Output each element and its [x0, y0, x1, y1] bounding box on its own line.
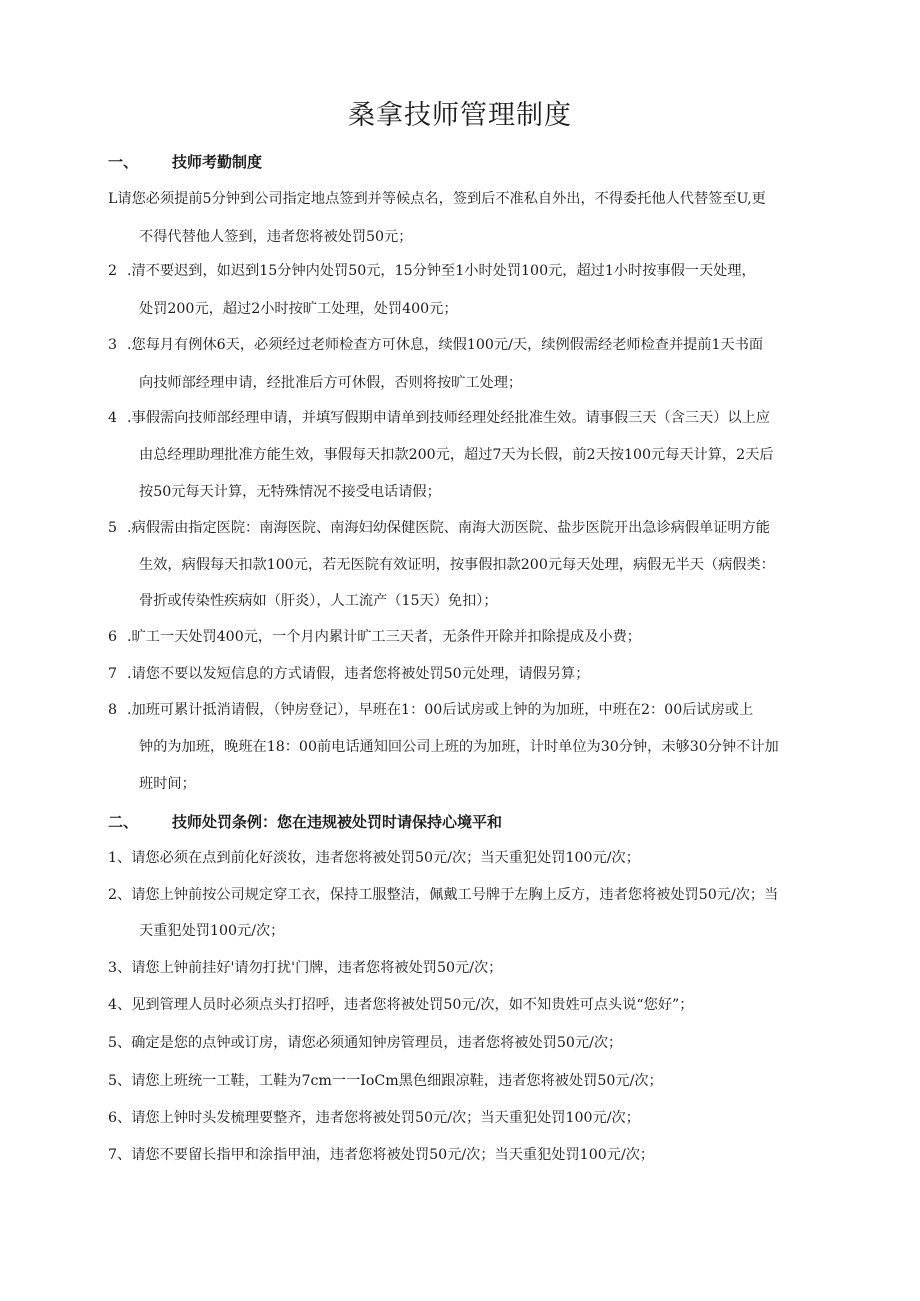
penalty-line: 1、请您必须在点到前化好淡妆，违者您将被处罚50元/次；当天重犯处罚100元/次；: [108, 850, 640, 866]
penalty-line: 7、请您不要留长指甲和涂指甲油，违者您将被处罚50元/次；当天重犯处罚100元/次；: [108, 1147, 655, 1163]
rule-line: 钟的为加班，晚班在18：00前电话通知回公司上班的为加班，计时单位为30分钟，未够30分钟不计加: [139, 739, 779, 755]
document-title: 桑拿技师管理制度: [348, 100, 572, 131]
rule-number: 5: [108, 520, 118, 536]
penalty-line: 6、请您上钟时头发梳理要整齐，违者您将被处罚50元/次；当天重犯处罚100元/次；: [108, 1110, 640, 1126]
rule-line: .清不要迟到，如迟到15分钟内处罚50元，15分钟至1小时处罚100元，超过1小时按事假一天处理，: [127, 263, 756, 279]
penalty-line: 5、请您上班统一工鞋，工鞋为7cm一一IoCm黑色细跟凉鞋，违者您将被处罚50元/次；: [108, 1073, 663, 1089]
penalty-line: 4、见到管理人员时必须点头打招呼，违者您将被处罚50元/次，如不知贵姓可点头说“您好”；: [108, 997, 694, 1013]
section-title: 技师处罚条例：您在违规被处罚时请保持心境平和: [172, 812, 503, 831]
rule-line: .病假需由指定医院：南海医院、南海妇幼保健医院、南海大沥医院、盐步医院开出急诊病假单证明方能: [127, 520, 770, 536]
rule-line: .请您不要以发短信息的方式请假，违者您将被处罚50元处理，请假另算；: [127, 666, 590, 682]
rule-line: 向技师部经理申请，经批准后方可休假，否则将按旷工处理；: [139, 375, 523, 391]
rule-line: 班时间；: [139, 776, 196, 792]
rule-line: .事假需向技师部经理申请，并填写假期申请单到技师经理处经批准生效。请事假三天（含三天）以上应: [127, 410, 770, 426]
rule-line: 按50元每天计算，无特殊情况不接受电话请假；: [139, 484, 441, 500]
rule-line: 处罚200元，超过2小时按旷工处理，处罚400元；: [139, 301, 458, 317]
rule-number: 7: [108, 666, 118, 682]
rule-line: 不得代替他人签到，违者您将被处罚50元；: [139, 229, 413, 245]
rule-number: 8: [108, 702, 118, 718]
section-title: 技师考勤制度: [172, 152, 263, 171]
rule-number: 3: [108, 337, 118, 353]
rule-line: 由总经理助理批准方能生效，事假每天扣款200元，超过7天为长假，前2天按100元每天计算，2天后: [139, 447, 774, 463]
rule-line: 骨折或传染性疾病如（肝炎），人工流产（15天）免扣）；: [139, 593, 498, 609]
rule-line: .加班可累计抵消请假，（钟房登记），早班在1：00后试房或上钟的为加班，中班在2：00后试房或上: [127, 702, 754, 718]
penalty-line: 2、请您上钟前按公司规定穿工衣，保持工服整洁，佩戴工号牌于左胸上反方，违者您将被处罚50元/次；当: [108, 887, 779, 903]
penalty-line: 3、请您上钟前挂好'请勿打扰'门牌，违者您将被处罚50元/次；: [108, 960, 503, 976]
penalty-line: 天重犯处罚100元/次；: [139, 923, 285, 939]
section-number: 二、: [108, 812, 139, 831]
rule-line: .旷工一天处罚400元，一个月内累计旷工三天者，无条件开除并扣除提成及小费；: [127, 629, 641, 645]
penalty-line: 5、确定是您的点钟或订房，请您必须通知钟房管理员，违者您将被处罚50元/次；: [108, 1035, 623, 1051]
rule-line: L请您必须提前5分钟到公司指定地点签到并等候点名，签到后不准私自外出，不得委托他人代替签至U,更: [108, 191, 766, 207]
rule-number: 4: [108, 410, 118, 426]
rule-line: 生效，病假每天扣款100元，若无医院有效证明，按事假扣款200元每天处理，病假无半天（病假类：: [139, 557, 775, 573]
rule-number: 2: [108, 263, 118, 279]
rule-line: .您每月有例休6天，必须经过老师检查方可休息，续假100元/天，续例假需经老师检查并提前1天书面: [127, 337, 764, 353]
rule-number: 6: [108, 629, 118, 645]
section-number: 一、: [108, 152, 139, 171]
